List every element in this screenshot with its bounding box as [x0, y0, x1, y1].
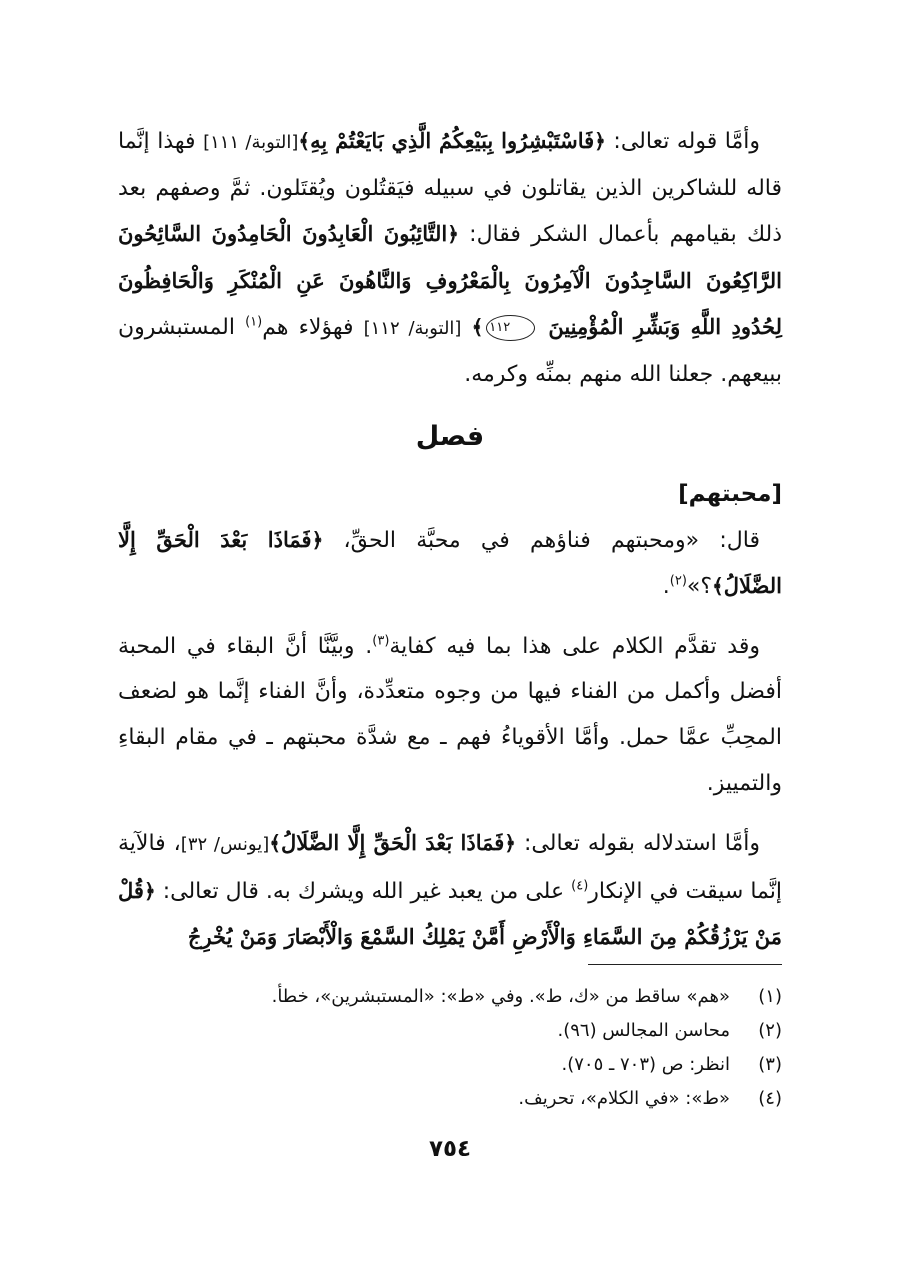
paragraph-2-tail: ؟»	[686, 574, 713, 600]
quran-verse-yunus-32: فَمَاذَا بَعْدَ الْحَقِّ إِلَّا الضَّلَالُ	[118, 526, 782, 599]
verse-reference: [التوبة/ ١١١]	[203, 132, 299, 153]
footnote-text: «ط»: «في الكلام»، تحريف.	[518, 1088, 730, 1109]
footnote-number: (٤)	[758, 1088, 782, 1109]
paragraph-3-text: . وبيَّنَّا أنَّ البقاء في المحبة أفضل وأكمل من الفناء فيها من وجوه متعدِّدة، وأنَّ الفناء إنَّما هو لضعف المحِبِّ عمَّا حمل. وأمَّا الأقوياءُ فهم ـ مع شدَّة محبتهم ـ في مقام البقاءِ والتمييز.	[118, 633, 782, 796]
ornate-bracket-open: ﴿	[311, 527, 324, 552]
ornate-bracket-close: ﴾	[298, 129, 311, 153]
footnote-ref-2[interactable]: (٢)	[669, 573, 687, 589]
quran-verse-yunus-32: فَمَاذَا بَعْدَ الْحَقِّ إِلَّا الضَّلَالُ	[280, 830, 505, 856]
footnote-divider	[588, 964, 782, 965]
ornate-bracket-open: ﴿	[594, 129, 606, 153]
ornate-bracket-close: ﴾	[269, 831, 281, 856]
footnote-number: (٣)	[758, 1054, 782, 1075]
ornate-bracket-open: ﴿	[447, 222, 459, 247]
page-body	[118, 118, 782, 961]
quran-verse-yunus-31: قُلْ مَنْ يَرْزُقُكُمْ مِنَ السَّمَاءِ وَالْأَرْضِ أَمَّنْ يَمْلِكُ السَّمْعَ وَالْأَبْصَارَ وَمَنْ يُخْرِجُ	[118, 877, 782, 950]
footnote-ref-4[interactable]: (٤)	[571, 878, 589, 894]
footnote-2	[118, 1014, 782, 1048]
footnote-4	[118, 1082, 782, 1116]
ornate-bracket-open: ﴿	[143, 878, 156, 903]
quran-verse-tawbah-111: فَاسْتَبْشِرُوا بِبَيْعِكُمُ الَّذِي بَايَعْتُمْ بِهِ	[310, 128, 595, 153]
paragraph-4-intro: وأمَّا استدلاله بقوله تعالى:	[524, 831, 760, 857]
footnote-1	[118, 980, 782, 1014]
paragraph-4-text: على من يعبد غير الله ويشرك به. قال تعالى:	[162, 878, 565, 904]
section-subheading: [محبتهم]	[678, 480, 782, 507]
paragraph-1	[118, 118, 782, 398]
ornate-bracket-close: ﴾	[471, 315, 484, 340]
verse-reference: [يونس/ ٣٢]	[180, 834, 270, 856]
paragraph-1-text: فهذا إنَّما قاله للشاكرين الذين يقاتلون في سبيله فيَقتُلون ويُقتَلون. ثمَّ وصفهم بعد ذلك بقيامهم بأعمال الشكر فقال:	[118, 129, 782, 248]
footnote-3	[118, 1048, 782, 1082]
ayah-number-marker: ١١٢	[486, 315, 535, 341]
paragraph-1-text: المستبشرون ببيعهم. جعلنا الله منهم بمنِّه وكرمه.	[118, 315, 782, 387]
paragraph-4-text: ، فالآية إنَّما سيقت في الإنكار	[118, 831, 782, 904]
section-heading: فصل	[415, 420, 485, 452]
paragraph-3-text: وقد تقدَّم الكلام على هذا بما فيه كفاية	[389, 633, 760, 659]
ornate-bracket-open: ﴿	[504, 831, 517, 856]
footnote-text: «هم» ساقط من «ك، ط». وفي «ط»: «المستبشرين»، خطأ.	[271, 986, 730, 1007]
verse-reference: [التوبة/ ١١٢]	[363, 318, 462, 340]
footnote-text: انظر: ص (٧٠٣ ـ ٧٠٥).	[561, 1054, 730, 1075]
footnotes	[118, 980, 782, 1116]
footnote-number: (٢)	[758, 1020, 782, 1041]
paragraph-2	[118, 517, 782, 610]
footnote-text: محاسن المجالس (٩٦).	[557, 1020, 730, 1041]
paragraph-1-text: فهؤلاء هم	[262, 315, 354, 341]
paragraph-1-intro: وأمَّا قوله تعالى:	[613, 129, 761, 154]
paragraph-2-intro: قال: «ومحبتهم فناؤهم في محبَّة الحقِّ،	[343, 527, 760, 553]
footnote-ref-1[interactable]: (١)	[245, 315, 263, 331]
paragraph-3	[118, 624, 782, 806]
footnote-number: (١)	[758, 986, 782, 1007]
page-number: ٧٥٤	[428, 1136, 472, 1162]
quran-verse-tawbah-112: التَّائِبُونَ الْعَابِدُونَ الْحَامِدُونَ السَّائِحُونَ الرَّاكِعُونَ السَّاجِدُونَ الْآمِرُونَ بِالْمَعْرُوفِ وَالنَّاهُونَ عَنِ الْمُنْكَرِ وَالْحَافِظُونَ لِحُدُودِ اللَّهِ وَبَشِّرِ الْمُؤْمِنِينَ	[118, 221, 782, 340]
paragraph-4	[118, 820, 782, 961]
ornate-bracket-close: ﴾	[712, 574, 724, 599]
footnote-ref-3[interactable]: (٣)	[372, 633, 390, 649]
paragraph-2-end: .	[662, 574, 670, 600]
